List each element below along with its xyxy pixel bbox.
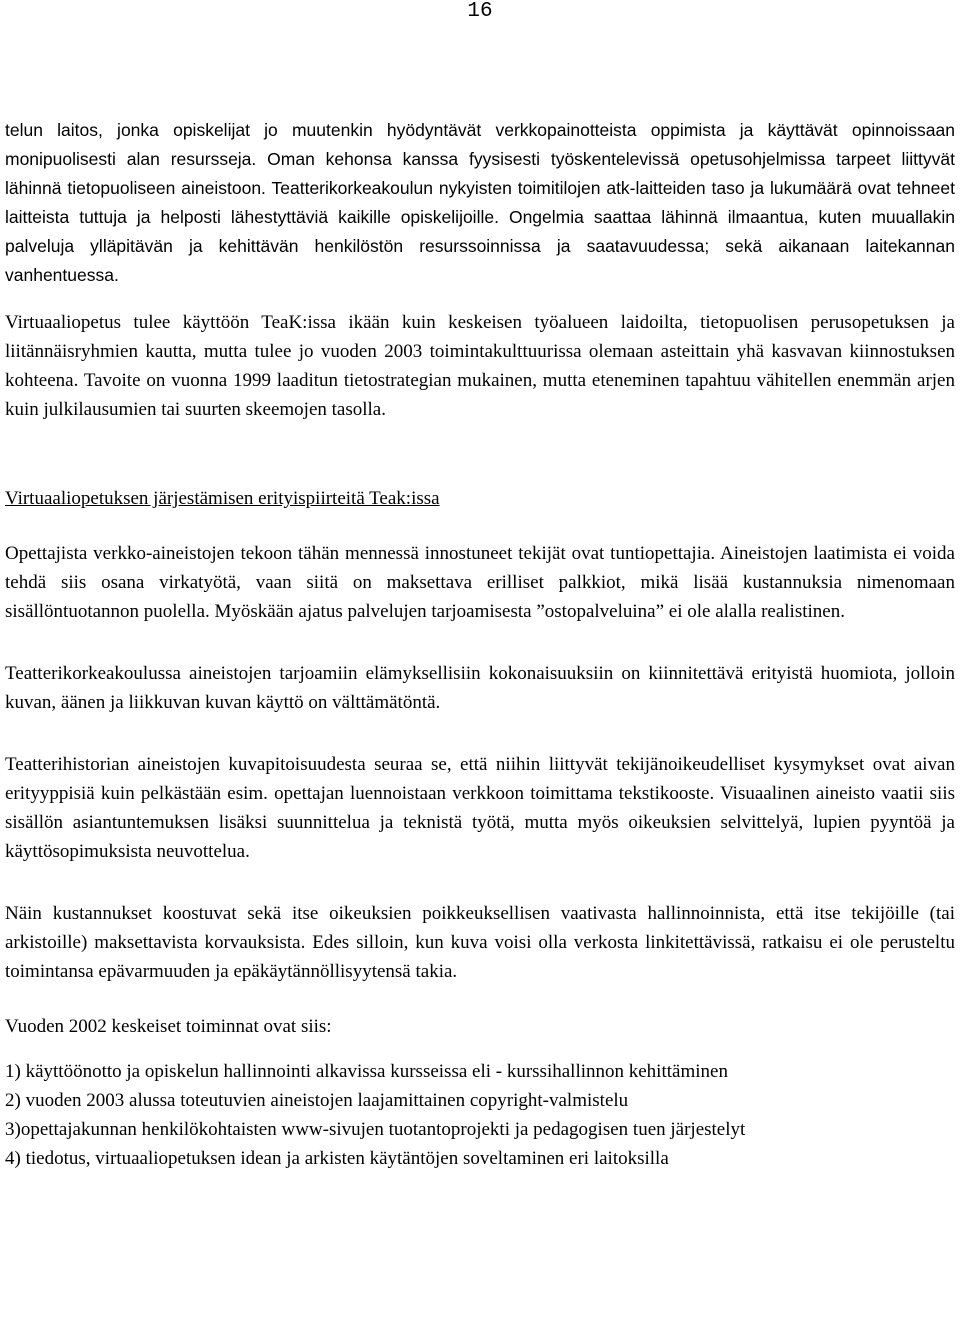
list-item: 1) käyttöönotto ja opiskelun hallinnointi alkavissa kursseissa eli - kurssihallinnon kehittäminen (5, 1061, 728, 1082)
paragraph-copyright: Teatterihistorian aineistojen kuvapitoisuudesta seuraa se, että niihin liittyvät tekijänoikeudelliset kysymykset ovat aivan erityyppisiä kuin pelkästään esim. opettajan luennoistaan verkkoon toimittama tekstikooste. Visuaalinen aineisto vaatii siis sisällön asiantuntemuksen lisäksi suunnittelua ja teknistä työtä, mutta myös oikeuksien selvittelyä, lupien pyyntöä ja käyttösopimuksista neuvottelua. (5, 754, 955, 862)
list-item: 3)opettajakunnan henkilökohtaisten www-sivujen tuotantoprojekti ja pedagogisen tuen järjestelyt (5, 1119, 746, 1140)
list-item: 4) tiedotus, virtuaaliopetuksen idean ja arkisten käytäntöjen soveltaminen eri laitoksilla (5, 1148, 669, 1169)
paragraph-activities-intro: Vuoden 2002 keskeiset toiminnat ovat siis: (5, 1016, 332, 1037)
page-number: 16 (467, 0, 493, 23)
paragraph-virtual-teaching: Virtuaaliopetus tulee käyttöön TeaK:issa ikään kuin keskeisen työalueen laidoilta, tietopuolisen perusopetuksen ja liitännäisryhmien kautta, mutta tulee jo vuoden 2003 toimintakulttuurissa olemaan asteittain yhä kasvavan kiinnostuksen kohteena. Tavoite on vuonna 1999 laaditun tietostrategian mukainen, mutta eteneminen tapahtuu vähitellen enemmän arjen kuin julkilausumien tai suurten skeemojen tasolla. (5, 312, 955, 420)
paragraph-intro: telun laitos, jonka opiskelijat jo muutenkin hyödyntävät verkkopainotteista oppimista ja käyttävät opinnoissaan monipuolisesti alan resursseja. Oman kehonsa kanssa fyysisesti työskentelevissä opetusohjelmissa tarpeet liittyvät lähinnä tietopuoliseen aineistoon. Teatterikorkeakoulun nykyisten toimitilojen atk-laitteiden taso ja lukumäärä ovat tehneet laitteista tuttuja ja helposti lähestyttäviä kaikille opiskelijoille. Ongelmia saattaa lähinnä ilmaantua, kuten muuallakin palveluja ylläpitävän ja kehittävän henkilöstön resurssoinnissa ja saatavuudessa; sekä aikanaan laitekannan vanhentuessa. (5, 120, 955, 285)
paragraph-teachers: Opettajista verkko-aineistojen tekoon tähän mennessä innostuneet tekijät ovat tuntiopettajia. Aineistojen laatimista ei voida tehdä siis osana virkatyötä, vaan siitä on maksettava erilliset palkkiot, mikä lisää kustannuksia nimenomaan sisällöntuotannon puolella. Myöskään ajatus palvelujen tarjoamisesta ”ostopalveluina” ei ole alalla realistinen. (5, 543, 955, 622)
paragraph-costs: Näin kustannukset koostuvat sekä itse oikeuksien poikkeuksellisen vaativasta hallinnoinnista, että itse tekijöille (tai arkistoille) maksettavista korvauksista. Edes silloin, kun kuva voisi olla verkosta linkitettävissä, ratkaisu ei ole perusteltu toimintansa epävarmuuden ja epäkäytännöllisyytensä takia. (5, 903, 955, 982)
document-body (5, 116, 955, 1173)
section-heading: Virtuaaliopetuksen järjestämisen erityispiirteitä Teak:issa (5, 488, 440, 509)
list-item: 2) vuoden 2003 alussa toteutuvien aineistojen laajamittainen copyright-valmistelu (5, 1090, 629, 1111)
paragraph-experiential: Teatterikorkeakoulussa aineistojen tarjoamiin elämyksellisiin kokonaisuuksiin on kiinnitettävä erityistä huomiota, jolloin kuvan, äänen ja liikkuvan kuvan käyttö on välttämätöntä. (5, 663, 955, 713)
activities-list (5, 1057, 955, 1173)
